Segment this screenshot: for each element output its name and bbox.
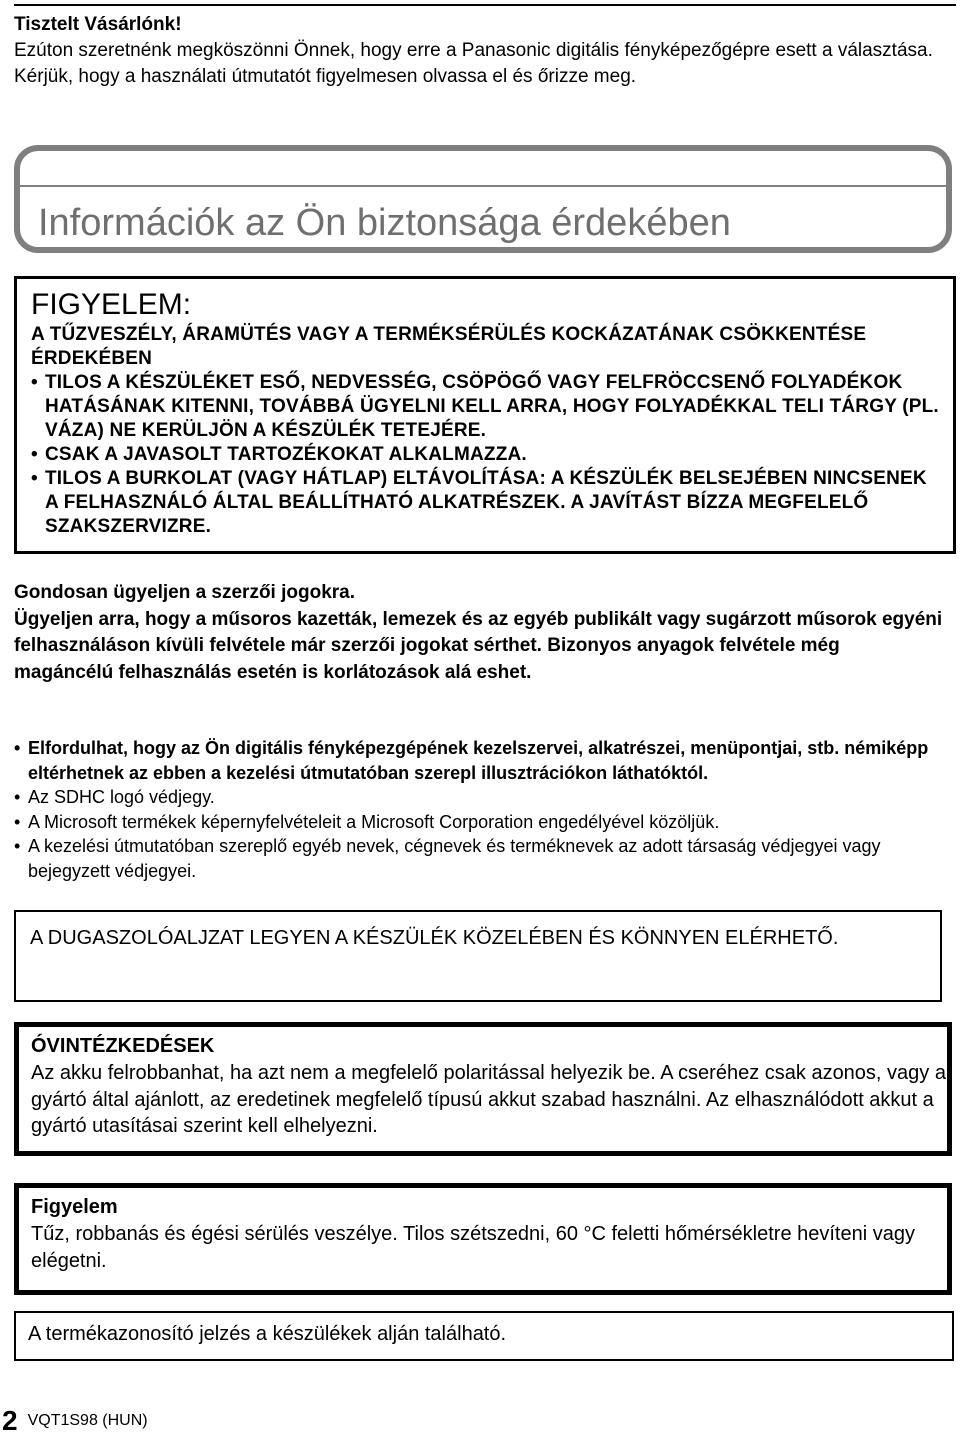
caution-box [14,1183,952,1295]
caution-text: Tűz, robbanás és égési sérülés veszélye. Tilos szétszedni, 60 °C feletti hőmérsékletre hevíteni vagy elégetni. [31,1223,915,1272]
copyright-notice [14,580,944,686]
greeting-salutation: Tisztelt Vásárlónk! [14,14,182,35]
precautions-box [14,1022,952,1156]
warning-subheading: A TŰZVESZÉLY, ÁRAMÜTÉS VAGY A TERMÉKSÉRÜLÉS KOCKÁZATÁNAK CSÖKKENTÉSE ÉRDEKÉBEN [31,324,867,369]
warning-heading: FIGYELEM: [31,288,192,321]
section-title: Információk az Ön biztonsága érdekében [38,202,731,244]
caution-heading: Figyelem [31,1196,118,1218]
warning-list [31,371,943,539]
notes-list [14,736,944,883]
product-id-box [14,1311,954,1361]
copyright-heading: Gondosan ügyeljen a szerzői jogokra. [14,582,356,603]
note-item: • Az SDHC logó védjegy. [14,785,944,810]
page-number: 2 [2,1405,18,1436]
precautions-text: Az akku felrobbanhat, ha azt nem a megfelelő polaritással helyezik be. A cseréhez csak azonos, vagy a gyártó által ajánlott, az eredetinek megfelelő típusú akkut szabad használni. Az elhasználódott akkut a gyártó utasításai szerint kell elhelyezni. [31,1062,946,1137]
outlet-notice-box [14,910,942,1002]
warning-item: • TILOS A BURKOLAT (VAGY HÁTLAP) ELTÁVOLÍTÁSA: A KÉSZÜLÉK BELSEJÉBEN NINCSENEK A FELHASZNÁLÓ ÁLTAL BEÁLLÍTHATÓ ALKATRÉSZEK. A JAVÍTÁST BÍZZA MEGFELELŐ SZAKSZERVIZRE. [31,467,943,539]
note-item: • A kezelési útmutatóban szereplő egyéb nevek, cégnevek és terméknevek az adott társaság védjegyei vagy bejegyzett védjegyei. [14,834,944,883]
outlet-notice: A DUGASZOLÓALJZAT LEGYEN A KÉSZÜLÉK KÖZELÉBEN ÉS KÖNNYEN ELÉRHETŐ. [30,927,839,949]
page-footer [2,1406,148,1436]
product-id-notice: A termékazonosító jelzés a készülékek alján található. [28,1323,507,1345]
copyright-text: Ügyeljen arra, hogy a műsoros kazetták, lemezek és az egyéb publikált vagy sugárzott műsorok egyéni felhasználáson kívüli felvétele már szerzői jogokat sérthet. Bizonyos anyagok felvétele még magáncélú felhasználás esetén is korlátozások alá eshet. [14,608,943,683]
section-title-box [14,145,952,253]
warning-item: • TILOS A KÉSZÜLÉKET ESŐ, NEDVESSÉG, CSÖPÖGŐ VAGY FELFRÖCCSENŐ FOLYADÉKOK HATÁSÁNAK KITENNI, TOVÁBBÁ ÜGYELNI KELL ARRA, HOGY FOLYADÉKKAL TELI TÁRGY (PL. VÁZA) NE KERÜLJÖN A KÉSZÜLÉK TETEJÉRE. [31,371,943,443]
document-code: VQT1S98 (HUN) [27,1412,148,1429]
note-item: • A Microsoft termékek képernyfelvételeit a Microsoft Corporation engedélyével közöljük. [14,810,944,835]
precautions-heading: ÓVINTÉZKEDÉSEK [31,1035,215,1057]
greeting-block [14,12,944,90]
warning-item: • CSAK A JAVASOLT TARTOZÉKOKAT ALKALMAZZA. [31,443,943,467]
greeting-text: Ezúton szeretnénk megköszönni Önnek, hogy erre a Panasonic digitális fényképezőgépre esett a választása. Kérjük, hogy a használati útmutatót figyelmesen olvassa el és őrizze meg. [14,40,933,87]
warning-box [14,276,956,554]
top-rule [14,4,956,6]
title-box-divider [20,185,946,187]
note-item: • Elfordulhat, hogy az Ön digitális fényképezgépének kezelszervei, alkatrészei, menüpontjai, stb. némiképp eltérhetnek az ebben a kezelési útmutatóban szerepl illusztrációkon láthatóktól. [14,736,944,785]
